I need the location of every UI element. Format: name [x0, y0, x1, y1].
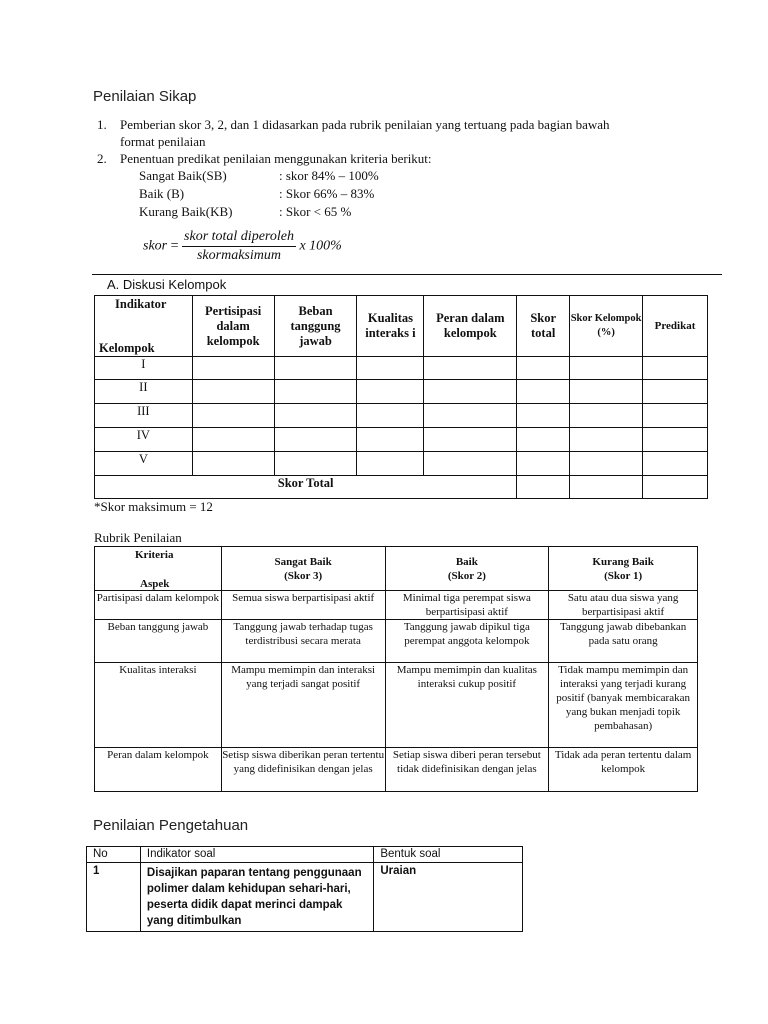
table-cell — [570, 476, 643, 499]
criteria-number: 2. — [97, 151, 107, 166]
table-cell — [643, 357, 708, 380]
group-number: V — [95, 452, 193, 476]
table-cell — [192, 357, 274, 380]
table-cell — [424, 404, 517, 428]
table-cell — [357, 380, 424, 404]
score-formula — [143, 229, 342, 264]
criteria-text: Penentuan predikat penilaian menggunakan kriteria berikut: — [120, 151, 432, 166]
divider-line — [92, 274, 722, 275]
table-row — [95, 428, 708, 452]
formula-tail: x 100% — [299, 238, 342, 254]
table-cell — [424, 357, 517, 380]
knowledge-header-row — [87, 847, 523, 863]
rubric-cell-kb: Tidak ada peran tertentu dalam kelompok — [549, 748, 698, 792]
rubric-header-line2: (Skor 1) — [604, 569, 643, 582]
rubric-row — [95, 663, 698, 748]
rubric-cell-sb: Setisp siswa diberikan peran tertentu yang didefinisikan dengan jelas — [221, 748, 385, 792]
rubric-table — [94, 546, 698, 792]
table-total-row — [95, 476, 708, 499]
table-cell — [357, 452, 424, 476]
criteria-item-2 — [97, 150, 697, 167]
header-total-score: Skor total — [517, 296, 570, 357]
table-cell — [517, 357, 570, 380]
rubric-cell-kb: Tidak mampu memimpin dan interaksi yang terjadi kurang positif (banyak membicarakan yang bukan menjadi topik pembahasan) — [549, 663, 698, 748]
rubric-header-b — [385, 547, 549, 591]
rubric-row — [95, 748, 698, 792]
predicate-sb — [139, 167, 379, 185]
table-cell — [643, 404, 708, 428]
rubric-cell-sb: Tanggung jawab terhadap tugas terdistribusi secara merata — [221, 620, 385, 663]
table-cell — [517, 476, 570, 499]
knowledge-header-indicator: Indikator soal — [140, 847, 373, 863]
rubric-aspect: Beban tanggung jawab — [95, 620, 222, 663]
group-discussion-title: A. Diskusi Kelompok — [107, 277, 227, 292]
table-cell — [424, 380, 517, 404]
table-cell — [424, 428, 517, 452]
group-number: II — [95, 380, 193, 404]
table-cell — [517, 380, 570, 404]
group-number: I — [95, 357, 193, 380]
formula-lhs: skor — [143, 238, 168, 254]
rubric-cell-sb: Semua siswa berpartisipasi aktif — [221, 591, 385, 620]
table-cell — [274, 357, 357, 380]
table-cell — [643, 380, 708, 404]
knowledge-form: Uraian — [374, 863, 523, 932]
rubric-header-kb — [549, 547, 698, 591]
table-cell — [274, 404, 357, 428]
knowledge-header-form: Bentuk soal — [374, 847, 523, 863]
rubric-header-line2: (Skor 2) — [447, 569, 486, 582]
rubric-header-line2: (Skor 3) — [284, 569, 323, 582]
knowledge-header-no: No — [87, 847, 141, 863]
criteria-number: 1. — [97, 117, 107, 132]
knowledge-indicator: Disajikan paparan tentang penggunaan polimer dalam kehidupan sehari-hari, peserta didik dapat merinci dampak yang ditimbulkan — [140, 863, 373, 932]
predicate-kb — [139, 203, 379, 221]
rubric-header-line1: Baik — [455, 555, 478, 568]
table-cell — [643, 428, 708, 452]
header-responsibility: Beban tanggung jawab — [274, 296, 357, 357]
predicate-range: : Skor 66% – 83% — [279, 186, 375, 201]
rubric-cell-b: Mampu memimpin dan kualitas interaksi cukup positif — [385, 663, 549, 748]
rubric-header-line1: Kurang Baik — [592, 555, 654, 568]
predicate-label: Baik (B) — [139, 186, 185, 201]
rubric-aspect: Partisipasi dalam kelompok — [95, 591, 222, 620]
predicate-label: Kurang Baik(KB) — [139, 204, 233, 219]
header-group-score: Skor Kelompok (%) — [570, 296, 643, 357]
rubric-cell-b: Tanggung jawab dipikul tiga perempat anggota kelompok — [385, 620, 549, 663]
table-cell — [192, 452, 274, 476]
header-interaction: Kualitas interaks i — [357, 296, 424, 357]
max-score-note: *Skor maksimum = 12 — [94, 499, 213, 514]
rubric-header-row — [95, 547, 698, 591]
corner-bottom-label: Kelompok — [99, 341, 155, 355]
formula-fraction — [182, 229, 296, 264]
table-row — [95, 380, 708, 404]
rubric-cell-sb: Mampu memimpin dan interaksi yang terjadi sangat positif — [221, 663, 385, 748]
table-cell — [570, 380, 643, 404]
table-cell — [192, 380, 274, 404]
rubric-cell-kb: Satu atau dua siswa yang berpartisipasi aktif — [549, 591, 698, 620]
rubric-row — [95, 591, 698, 620]
formula-numerator: skor total diperoleh — [182, 229, 296, 247]
predicate-b — [139, 185, 379, 203]
table-header-row — [95, 296, 708, 357]
table-cell — [357, 404, 424, 428]
rubric-row — [95, 620, 698, 663]
rubric-title: Rubrik Penilaian — [94, 530, 182, 545]
table-cell — [192, 428, 274, 452]
corner-cell — [95, 296, 193, 357]
table-cell — [570, 428, 643, 452]
criteria-text-cont: format penilaian — [120, 134, 206, 149]
total-label: Skor Total — [95, 476, 517, 499]
table-cell — [643, 476, 708, 499]
rubric-cell-kb: Tanggung jawab dibebankan pada satu orang — [549, 620, 698, 663]
knowledge-no: 1 — [87, 863, 141, 932]
table-cell — [274, 452, 357, 476]
table-cell — [517, 452, 570, 476]
criteria-item-1 — [97, 116, 697, 133]
section-title-attitude: Penilaian Sikap — [93, 88, 197, 105]
group-score-table — [94, 295, 708, 499]
rubric-corner-top: Kriteria — [135, 549, 174, 561]
predicate-list — [139, 167, 379, 221]
rubric-cell-b: Minimal tiga perempat siswa berpartisipasi aktif — [385, 591, 549, 620]
knowledge-row — [87, 863, 523, 932]
rubric-corner-bottom: Aspek — [140, 578, 170, 590]
predicate-range: : Skor < 65 % — [279, 204, 352, 219]
group-number: III — [95, 404, 193, 428]
predicate-range: : skor 84% – 100% — [279, 168, 379, 183]
criteria-text: Pemberian skor 3, 2, dan 1 didasarkan pada rubrik penilaian yang tertuang pada bagian bawah — [120, 117, 610, 132]
table-row — [95, 404, 708, 428]
header-predicate: Predikat — [643, 296, 708, 357]
section-title-knowledge: Penilaian Pengetahuan — [93, 817, 249, 834]
rubric-corner-cell — [95, 547, 222, 591]
table-cell — [357, 428, 424, 452]
table-cell — [192, 404, 274, 428]
table-cell — [424, 452, 517, 476]
table-cell — [643, 452, 708, 476]
table-cell — [357, 357, 424, 380]
corner-top-label: Indikator — [115, 297, 167, 311]
table-cell — [570, 404, 643, 428]
table-cell — [517, 404, 570, 428]
header-participation: Pertisipasi dalam kelompok — [192, 296, 274, 357]
table-cell — [274, 428, 357, 452]
table-cell — [570, 452, 643, 476]
table-row — [95, 452, 708, 476]
rubric-header-sb — [221, 547, 385, 591]
rubric-aspect: Kualitas interaksi — [95, 663, 222, 748]
predicate-label: Sangat Baik(SB) — [139, 168, 227, 183]
table-cell — [570, 357, 643, 380]
criteria-list — [97, 116, 697, 167]
rubric-aspect: Peran dalam kelompok — [95, 748, 222, 792]
group-number: IV — [95, 428, 193, 452]
formula-denominator: skormaksimum — [196, 248, 281, 263]
header-role: Peran dalam kelompok — [424, 296, 517, 357]
table-cell — [274, 380, 357, 404]
rubric-cell-b: Setiap siswa diberi peran tersebut tidak didefinisikan dengan jelas — [385, 748, 549, 792]
table-row — [95, 357, 708, 380]
formula-eq: = — [170, 238, 179, 254]
rubric-header-line1: Sangat Baik — [274, 555, 332, 568]
table-cell — [517, 428, 570, 452]
knowledge-table — [86, 846, 523, 932]
